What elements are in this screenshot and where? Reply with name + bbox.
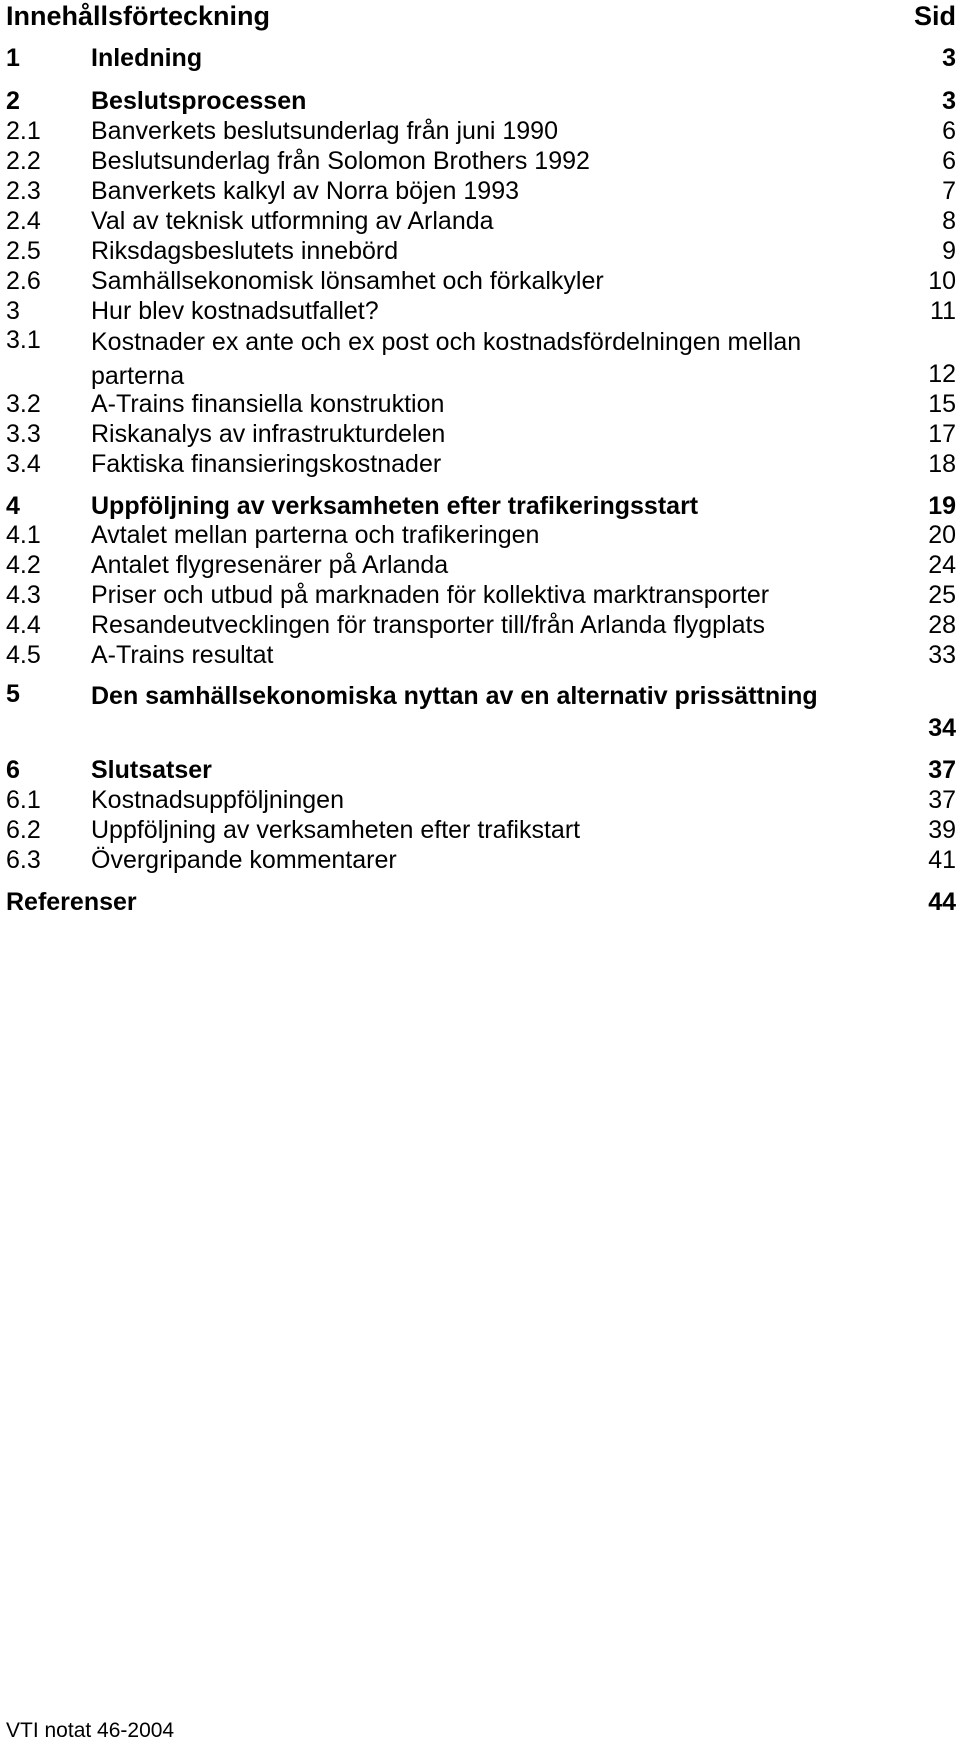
entry-title: Faktiska finansieringskostnader bbox=[91, 450, 442, 478]
entry-title: Den samhällsekonomiska nyttan av en alternativ prissättning bbox=[91, 682, 818, 710]
entry-title: Resandeutvecklingen för transporter till/från Arlanda flygplats bbox=[91, 611, 765, 639]
toc-entry-3-1[interactable] bbox=[6, 325, 956, 389]
entry-number: 3.4 bbox=[6, 450, 41, 478]
entry-page: 41 bbox=[928, 846, 956, 874]
toc-entry-4-1[interactable] bbox=[6, 520, 956, 550]
toc-entry-2-3[interactable] bbox=[6, 176, 956, 206]
entry-page: 19 bbox=[928, 492, 956, 520]
entry-number: 2.5 bbox=[6, 237, 41, 265]
entry-title: A-Trains finansiella konstruktion bbox=[91, 390, 445, 418]
entry-title: Banverkets kalkyl av Norra böjen 1993 bbox=[91, 177, 520, 205]
toc-entry-6-3[interactable] bbox=[6, 845, 956, 875]
entry-number: 3.2 bbox=[6, 390, 41, 418]
toc-entry-2[interactable] bbox=[6, 86, 956, 116]
toc-entry-3[interactable] bbox=[6, 296, 956, 326]
entry-number: 2.6 bbox=[6, 267, 41, 295]
toc-entry-3-3[interactable] bbox=[6, 419, 956, 449]
entry-number: 6.2 bbox=[6, 816, 41, 844]
toc-entry-2-2[interactable] bbox=[6, 146, 956, 176]
toc-entry-6[interactable] bbox=[6, 755, 956, 785]
entry-page: 37 bbox=[928, 786, 956, 814]
entry-page: 9 bbox=[942, 237, 956, 265]
entry-title: Banverkets beslutsunderlag från juni 1990 bbox=[91, 117, 558, 145]
toc-entry-1[interactable] bbox=[6, 43, 956, 73]
toc-entry-2-4[interactable] bbox=[6, 206, 956, 236]
entry-number: 3.1 bbox=[6, 326, 41, 354]
entry-number: 6.3 bbox=[6, 846, 41, 874]
entry-page: 15 bbox=[928, 390, 956, 418]
entry-title: Priser och utbud på marknaden för kollektiva marktransporter bbox=[91, 581, 770, 609]
entry-number: 4.2 bbox=[6, 551, 41, 579]
entry-title: Slutsatser bbox=[91, 756, 212, 784]
toc-entry-2-5[interactable] bbox=[6, 236, 956, 266]
toc-entry-4-4[interactable] bbox=[6, 610, 956, 640]
entry-title: Samhällsekonomisk lönsamhet och förkalkyler bbox=[91, 267, 604, 295]
toc-entry-2-6[interactable] bbox=[6, 266, 956, 296]
entry-title: Uppföljning av verksamheten efter trafikstart bbox=[91, 816, 581, 844]
entry-number: 2.3 bbox=[6, 177, 41, 205]
toc-entry-4-3[interactable] bbox=[6, 580, 956, 610]
entry-page: 7 bbox=[942, 177, 956, 205]
entry-page: 11 bbox=[930, 297, 956, 325]
entry-title: Beslutsunderlag från Solomon Brothers 1992 bbox=[91, 147, 590, 175]
entry-number: 2 bbox=[6, 87, 20, 115]
entry-number: 6.1 bbox=[6, 786, 41, 814]
entry-number: 4.5 bbox=[6, 641, 41, 669]
entry-number: 2.2 bbox=[6, 147, 41, 175]
page-column-label: Sid bbox=[913, 1, 956, 31]
entry-page: 37 bbox=[928, 756, 956, 784]
entry-number: 3.3 bbox=[6, 420, 41, 448]
entry-page: 6 bbox=[942, 117, 956, 145]
entry-title: Övergripande kommentarer bbox=[91, 846, 397, 874]
toc-entry-4-2[interactable] bbox=[6, 550, 956, 580]
entry-title: Riksdagsbeslutets innebörd bbox=[91, 237, 399, 265]
entry-title: A-Trains resultat bbox=[91, 641, 274, 669]
entry-number: 5 bbox=[6, 680, 20, 708]
entry-title: Val av teknisk utformning av Arlanda bbox=[91, 207, 494, 235]
entry-page: 10 bbox=[928, 267, 956, 295]
entry-number: 4.3 bbox=[6, 581, 41, 609]
entry-page: 44 bbox=[928, 888, 956, 916]
entry-page: 28 bbox=[928, 611, 956, 639]
entry-number: 4.1 bbox=[6, 521, 41, 549]
entry-page: 17 bbox=[928, 420, 956, 448]
entry-title: Hur blev kostnadsutfallet? bbox=[91, 297, 379, 325]
toc-entry-6-1[interactable] bbox=[6, 785, 956, 815]
entry-page: 20 bbox=[928, 521, 956, 549]
toc-entry-references[interactable] bbox=[6, 887, 956, 917]
entry-page: 39 bbox=[928, 816, 956, 844]
entry-page: 12 bbox=[928, 360, 956, 388]
toc-entry-6-2[interactable] bbox=[6, 815, 956, 845]
toc-title: Innehållsförteckning bbox=[6, 1, 271, 31]
toc-header bbox=[6, 0, 956, 32]
entry-page: 34 bbox=[928, 714, 956, 742]
entry-number: 2.1 bbox=[6, 117, 41, 145]
entry-page: 8 bbox=[942, 207, 956, 235]
entry-title: Avtalet mellan parterna och trafikeringen bbox=[91, 521, 540, 549]
toc-entry-4[interactable] bbox=[6, 491, 956, 521]
entry-title: Referenser bbox=[6, 888, 137, 916]
entry-title: Inledning bbox=[91, 44, 203, 72]
entry-title: Kostnader ex ante och ex post och kostnadsfördelningen mellan parterna bbox=[91, 328, 802, 390]
toc-entry-3-4[interactable] bbox=[6, 449, 956, 479]
toc-entry-2-1[interactable] bbox=[6, 116, 956, 146]
entry-number: 4.4 bbox=[6, 611, 41, 639]
toc-entry-5[interactable] bbox=[6, 679, 956, 743]
entry-number: 1 bbox=[6, 44, 20, 72]
entry-page: 33 bbox=[928, 641, 956, 669]
entry-page: 3 bbox=[942, 87, 956, 115]
entry-title: Riskanalys av infrastrukturdelen bbox=[91, 420, 446, 448]
entry-page: 18 bbox=[928, 450, 956, 478]
entry-number: 6 bbox=[6, 756, 20, 784]
entry-number: 4 bbox=[6, 492, 20, 520]
entry-number: 3 bbox=[6, 297, 20, 325]
entry-title: Beslutsprocessen bbox=[91, 87, 307, 115]
entry-page: 24 bbox=[928, 551, 956, 579]
entry-title: Kostnadsuppföljningen bbox=[91, 786, 344, 814]
page-footer: VTI notat 46-2004 bbox=[6, 1719, 175, 1742]
toc-entry-4-5[interactable] bbox=[6, 640, 956, 670]
entry-title: Antalet flygresenärer på Arlanda bbox=[91, 551, 449, 579]
entry-page: 25 bbox=[928, 581, 956, 609]
entry-page: 6 bbox=[942, 147, 956, 175]
entry-title: Uppföljning av verksamheten efter trafikeringsstart bbox=[91, 492, 699, 520]
entry-page: 3 bbox=[942, 44, 956, 72]
toc-entry-3-2[interactable] bbox=[6, 389, 956, 419]
entry-number: 2.4 bbox=[6, 207, 41, 235]
